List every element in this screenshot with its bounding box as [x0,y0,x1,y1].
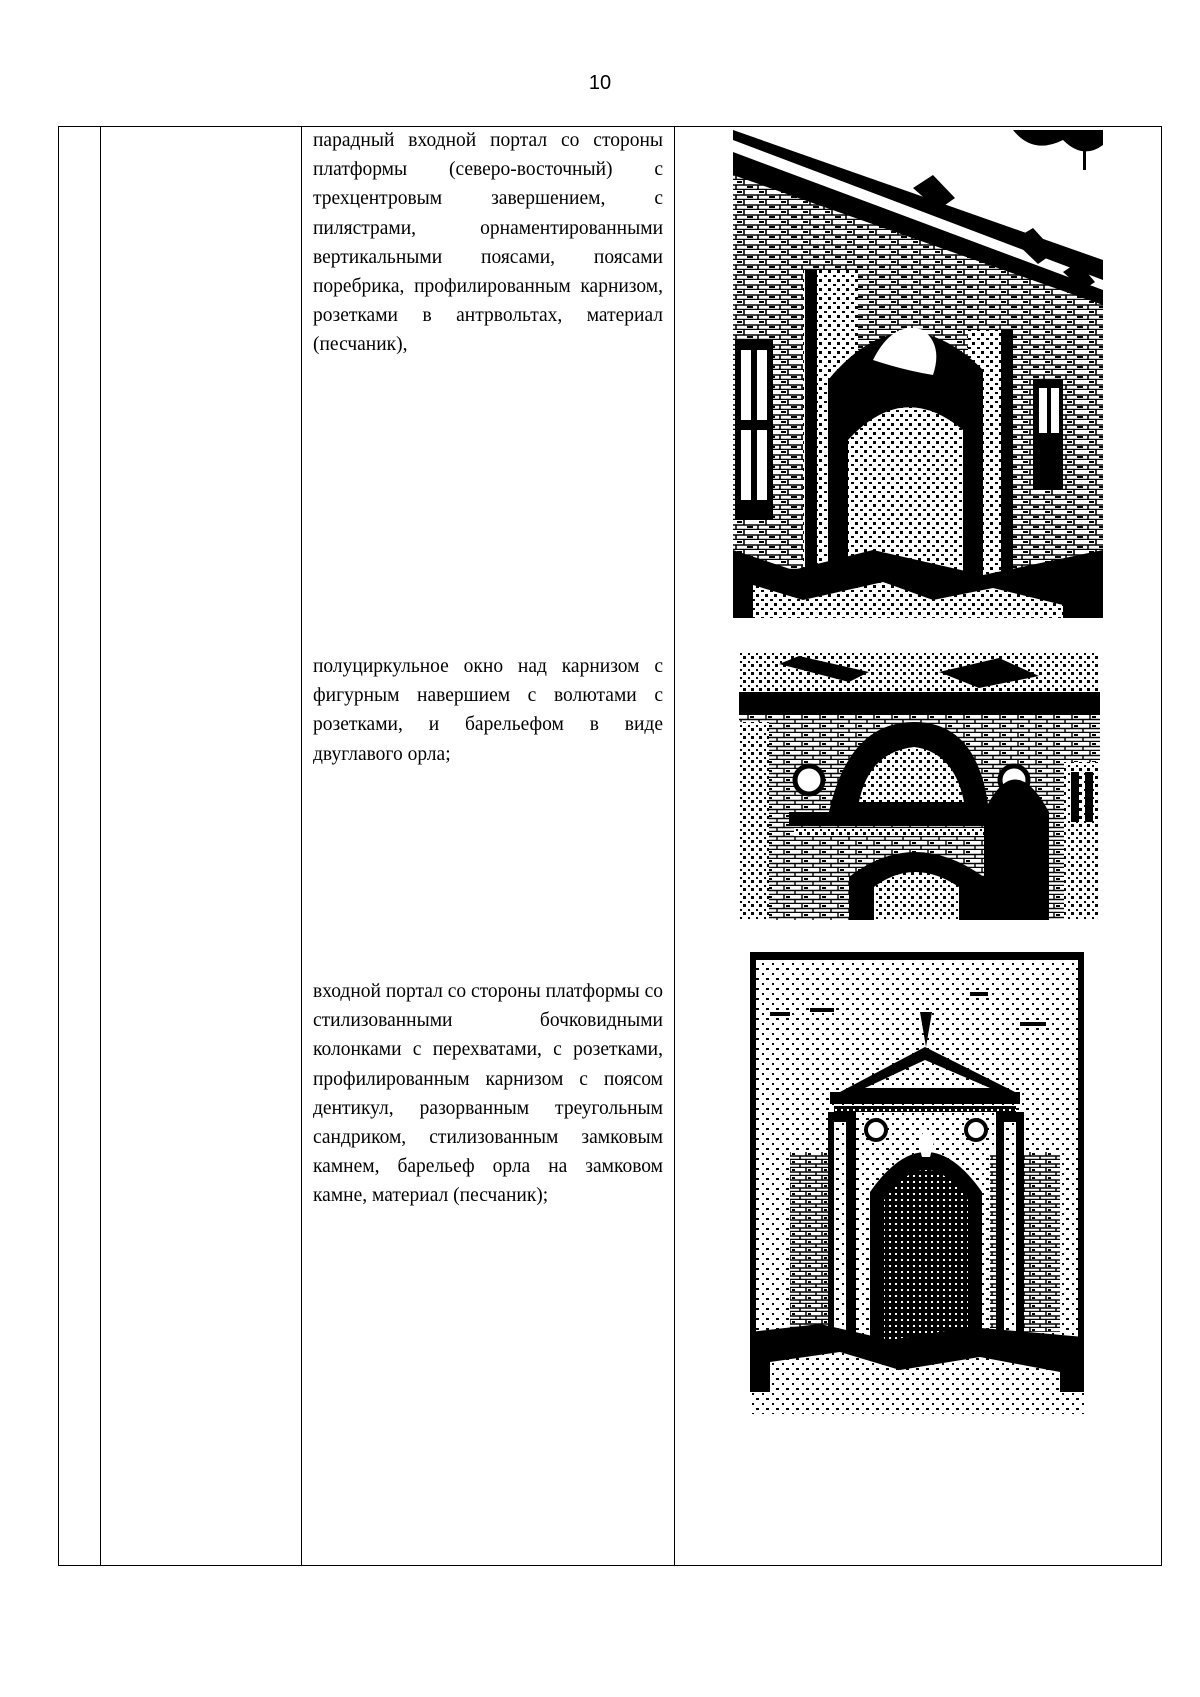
column-divider-3 [674,126,675,1566]
row-2-description: полуциркульное окно над карнизом с фигурным навершием с волютами с розетками, и барельефом в виде двуглавого орла; [313,656,663,765]
row-1-description: парадный входной портал со стороны платформы (северо-восточный) с трехцентровым завершением, с пилястрами, орнаментированными вертикальными поясами, поясами поребрика, профилированным карнизом, розетками в антрвольтах, материал (песчаник), [313,130,663,356]
row-3-description: входной портал со стороны платформы со стилизованными бочковидными колонками с перехватами, с розетками, профилированным карнизом с поясом дентикул, разорванным треугольным сандриком, стилизованным замковым камнем, барельеф орла на замковом камне, материал (песчаник); [313,981,663,1207]
window-pediment-photo [739,652,1100,920]
column-divider-2 [301,126,302,1566]
page-number: 10 [588,72,612,94]
column-divider-1 [100,126,101,1566]
side-portal-photo [750,952,1084,1414]
facade-portal-photo [733,130,1103,618]
